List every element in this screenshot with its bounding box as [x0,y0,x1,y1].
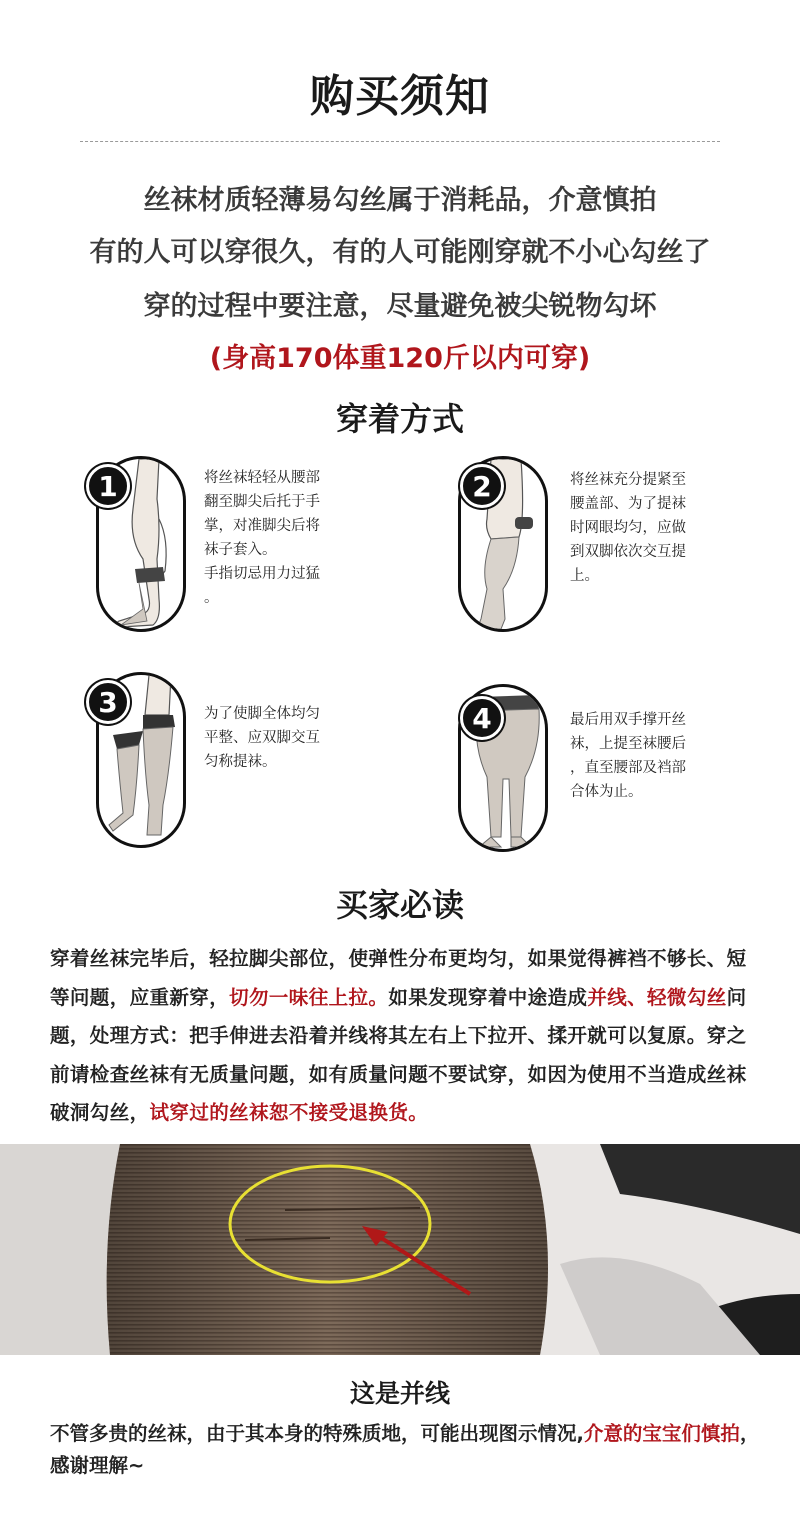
buyer-read-text-2: 如果发现穿着中途造成 [388,985,588,1009]
step-number-badge: 2 [460,464,504,508]
notice-line-1: 丝袜材质轻薄易勾丝属于消耗品，介意慎拍 [143,185,657,216]
buyer-read-text-1: 穿着丝袜完毕后，轻拉脚尖部位，使弹性分布更均匀，如果觉得裤裆不够长、短等问题，应重新穿， [50,947,747,1009]
buyer-read-warning-1: 切勿一味往上拉。 [229,985,389,1009]
disclaimer-warning: 介意的宝宝们慎拍 [583,1422,740,1445]
notice-line-2: 有的人可以穿很久，有的人可能刚穿就不小心勾丝了 [89,237,711,268]
step-4-text: 最后用双手撑开丝 袜，上提至袜腰后 ，直至腰部及裆部 合体为止。 [570,712,686,800]
step-2 [442,450,782,640]
buyer-read-warning-3: 试穿过的丝袜恕不接受退换货。 [149,1101,429,1124]
disclaimer-paragraph [50,1418,770,1482]
buyer-read-text-3: 问题，处理方式：把手伸进去沿着并线将其左右上下拉开、揉开就可以复原。穿之前请检查丝袜有无质量问题，如有质量问题不要试穿，如因为使用不当造成丝袜破洞勾丝， [50,985,747,1124]
step-4 [442,682,782,857]
page-title: 购买须知 [310,71,490,122]
buyer-read-heading: 买家必读 [335,886,464,924]
step-number-badge: 3 [86,680,130,724]
dashed-divider [80,141,720,142]
step-number-badge: 4 [460,696,504,740]
step-3-text: 为了使脚全体均匀 平整、应双脚交互 匀称提袜。 [204,706,320,770]
wearing-heading: 穿着方式 [335,400,464,438]
buyer-read-warning-2: 并线、轻微勾丝 [587,985,727,1009]
notice-line-3: 穿的过程中要注意，尽量避免被尖锐物勾坏 [143,291,657,322]
photo-caption: 这是并线 [349,1379,450,1408]
step-1 [80,450,420,640]
buyer-read-paragraph [50,940,760,1133]
step-3 [80,666,420,856]
step-2-text: 将丝袜充分提紧至 腰盖部、为了提袜 时网眼均匀，应做 到双脚依次交互提 上。 [570,472,686,584]
step-number-badge: 1 [86,464,130,508]
disclaimer-text-2: ，感谢理解~ [50,1422,760,1477]
snag-example-photo [0,1144,800,1355]
step-1-text: 将丝袜轻轻从腰部 翻至脚尖后托于手 掌，对准脚尖后将 袜子套入。 手指切忌用力过猛 。 [204,470,320,606]
disclaimer-text-1: 不管多贵的丝袜，由于其本身的特殊质地，可能出现图示情况, [50,1422,584,1445]
notice-size-limit: (身高170体重120斤以内可穿) [209,343,591,374]
